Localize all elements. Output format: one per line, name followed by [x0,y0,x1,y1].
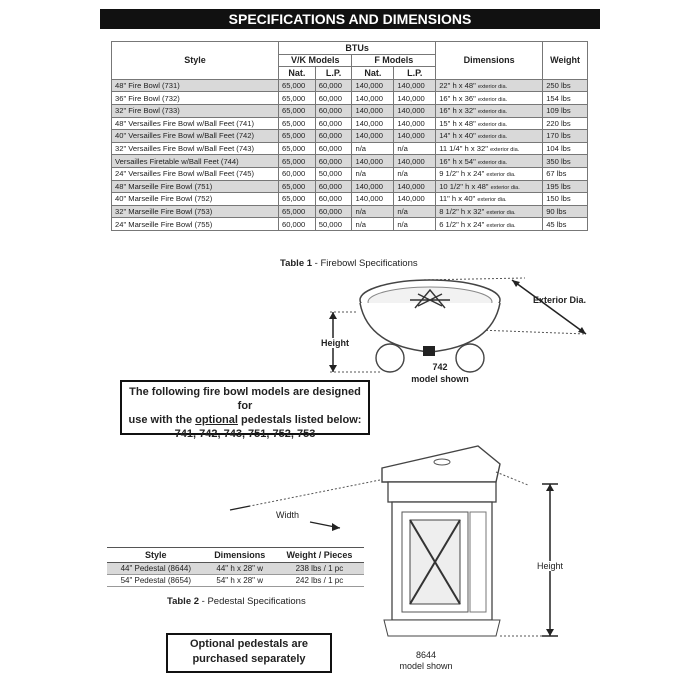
bowl-badge [423,346,435,356]
cell-f-nat: 140,000 [352,130,394,143]
cell-style: 48" Marseille Fire Bowl (751) [112,180,279,193]
cell-f-nat: n/a [352,218,394,231]
pedestal-cap [388,482,496,502]
col-header-vk-models: V/K Models [279,54,352,67]
cell-f-lp: n/a [394,142,436,155]
table-row [112,92,588,105]
col-header-dimensions: Dimensions [436,42,543,80]
cell-vk-lp: 60,000 [315,180,352,193]
cell-f-lp: 140,000 [394,155,436,168]
col-header-style: Style [112,42,279,80]
table-row [112,79,588,92]
cell-f-lp: 140,000 [394,117,436,130]
height-arrowhead-top [329,312,337,319]
height-guide-top-p [496,472,528,485]
cell-weight: 104 lbs [543,142,588,155]
cell-vk-lp: 60,000 [315,92,352,105]
cell-vk-nat: 65,000 [279,104,316,117]
cell-style: 24" Marseille Fire Bowl (755) [112,218,279,231]
cell-f-nat: 140,000 [352,92,394,105]
cell-vk-lp: 60,000 [315,130,352,143]
table-row [112,142,588,155]
pedestal-top [382,446,500,482]
table-row [112,218,588,231]
pedestal-model-shown: model shown [399,661,453,671]
cell-f-lp: 140,000 [394,130,436,143]
cell-style: Versailles Firetable w/Ball Feet (744) [112,155,279,168]
cell-weight: 45 lbs [543,218,588,231]
cell-weight: 250 lbs [543,79,588,92]
cell-f-lp: 140,000 [394,180,436,193]
cell-dimensions: 14" h x 40" exterior dia. [436,130,543,143]
cell-vk-nat: 65,000 [279,117,316,130]
cell-f-nat: 140,000 [352,155,394,168]
cell-dimensions: 16" h x 54" exterior dia. [436,155,543,168]
height-arrowhead-bottom [329,365,337,372]
ped-col-style: Style [107,548,205,563]
cell-f-lp: n/a [394,205,436,218]
cell-dimensions: 11" h x 40" exterior dia. [436,193,543,206]
cell-dimensions: 16" h x 36" exterior dia. [436,92,543,105]
cell-f-nat: 140,000 [352,180,394,193]
cell-vk-lp: 50,000 [315,218,352,231]
pedestal-height-label: Height [537,561,564,571]
table-row [112,104,588,117]
cell-style: 48" Fire Bowl (731) [112,79,279,92]
cell-dimensions: 8 1/2" h x 32" exterior dia. [436,205,543,218]
cell-weight: 150 lbs [543,193,588,206]
table-row [112,167,588,180]
col-header-vk-nat: Nat. [279,67,316,80]
cell-vk-lp: 60,000 [315,205,352,218]
cell-f-nat: 140,000 [352,117,394,130]
bowl-model-shown: model shown [411,374,469,384]
col-header-f-nat: Nat. [352,67,394,80]
cell-weight: 350 lbs [543,155,588,168]
cell-vk-nat: 60,000 [279,218,316,231]
cell-f-lp: 140,000 [394,104,436,117]
bowl-model-number: 742 [432,362,448,372]
pedestal-width-label: Width [276,510,300,520]
cell-style: 24" Versailles Fire Bowl w/Ball Feet (745) [112,167,279,180]
col-header-f-lp: L.P. [394,67,436,80]
pedestal-model-number: 8644 [415,650,437,660]
pedestal-compat-notice: The following fire bowl models are designed for use with the optional pedestals listed below: 741, 742, 743, 751, 752, 753 [120,380,370,435]
cell-dimensions: 6 1/2" h x 24" exterior dia. [436,218,543,231]
cell-vk-lp: 60,000 [315,193,352,206]
cell-f-lp: n/a [394,218,436,231]
cell-weight: 195 lbs [543,180,588,193]
page-banner-title: SPECIFICATIONS AND DIMENSIONS [100,9,600,29]
cell-f-lp: n/a [394,167,436,180]
cell-vk-nat: 65,000 [279,130,316,143]
exterior-dia-arrow [512,280,586,334]
cell-f-nat: 140,000 [352,79,394,92]
exterior-dia-guide-bottom [478,330,586,334]
table2-caption: Table 2 - Pedestal Specifications [167,596,306,607]
table-row: 44" Pedestal (8644) 44" h x 28" w 238 lbs / 1 pc [107,563,364,575]
exterior-dia-arrowhead-top [512,280,520,287]
col-header-btus: BTUs [279,42,436,55]
firebowl-spec-table [111,41,588,231]
ball-foot-left [376,344,404,372]
col-header-vk-lp: L.P. [315,67,352,80]
cell-f-nat: n/a [352,205,394,218]
cell-style: 40" Versailles Fire Bowl w/Ball Feet (742) [112,130,279,143]
cell-style: 36" Fire Bowl (732) [112,92,279,105]
cell-style: 40" Marseille Fire Bowl (752) [112,193,279,206]
table-row [112,117,588,130]
cell-vk-lp: 60,000 [315,142,352,155]
table-row [112,180,588,193]
table1-caption: Table 1 - Firebowl Specifications [280,258,418,269]
cell-vk-nat: 65,000 [279,79,316,92]
ped-col-weight: Weight / Pieces [275,548,364,563]
table-row [112,193,588,206]
cell-dimensions: 16" h x 32" exterior dia. [436,104,543,117]
cell-vk-lp: 60,000 [315,117,352,130]
cell-vk-nat: 65,000 [279,193,316,206]
cell-f-nat: 140,000 [352,193,394,206]
col-header-f-models: F Models [352,54,436,67]
cell-weight: 90 lbs [543,205,588,218]
exterior-dia-label: Exterior Dia. [533,295,587,305]
cell-vk-nat: 65,000 [279,205,316,218]
table-row [112,130,588,143]
pedestal-spec-table [107,547,364,587]
cell-vk-nat: 60,000 [279,167,316,180]
cell-f-lp: 140,000 [394,79,436,92]
cell-vk-lp: 60,000 [315,155,352,168]
cell-vk-nat: 65,000 [279,92,316,105]
cell-vk-nat: 65,000 [279,180,316,193]
cell-vk-nat: 65,000 [279,155,316,168]
cell-dimensions: 10 1/2" h x 48" exterior dia. [436,180,543,193]
cell-weight: 67 lbs [543,167,588,180]
cell-vk-lp: 50,000 [315,167,352,180]
cell-weight: 154 lbs [543,92,588,105]
cell-weight: 170 lbs [543,130,588,143]
cell-vk-lp: 60,000 [315,79,352,92]
width-guide-left [250,480,380,506]
cell-f-nat: 140,000 [352,104,394,117]
cell-weight: 220 lbs [543,117,588,130]
cell-dimensions: 22" h x 48" exterior dia. [436,79,543,92]
cell-dimensions: 11 1/4" h x 32" exterior dia. [436,142,543,155]
cell-style: 48" Versailles Fire Bowl w/Ball Feet (741) [112,117,279,130]
cell-style: 32" Marseille Fire Bowl (753) [112,205,279,218]
exterior-dia-arrowhead-bottom [578,327,586,334]
cell-f-nat: n/a [352,167,394,180]
cell-f-nat: n/a [352,142,394,155]
col-header-weight: Weight [543,42,588,80]
cell-vk-nat: 65,000 [279,142,316,155]
cell-f-lp: 140,000 [394,193,436,206]
table-row: 54" Pedestal (8654) 54" h x 28" w 242 lbs / 1 pc [107,575,364,587]
cell-style: 32" Versailles Fire Bowl w/Ball Feet (743) [112,142,279,155]
table-row [112,155,588,168]
cell-f-lp: 140,000 [394,92,436,105]
bowl-body [360,303,500,352]
table-row [112,205,588,218]
cell-vk-lp: 60,000 [315,104,352,117]
ped-col-dimensions: Dimensions [205,548,275,563]
cell-dimensions: 9 1/2" h x 24" exterior dia. [436,167,543,180]
cell-dimensions: 15" h x 48" exterior dia. [436,117,543,130]
cell-style: 32" Fire Bowl (733) [112,104,279,117]
bowl-height-label: Height [321,338,349,348]
optional-pedestal-notice: Optional pedestals are purchased separately [166,633,332,673]
cell-weight: 109 lbs [543,104,588,117]
pedestal-base [384,620,500,636]
